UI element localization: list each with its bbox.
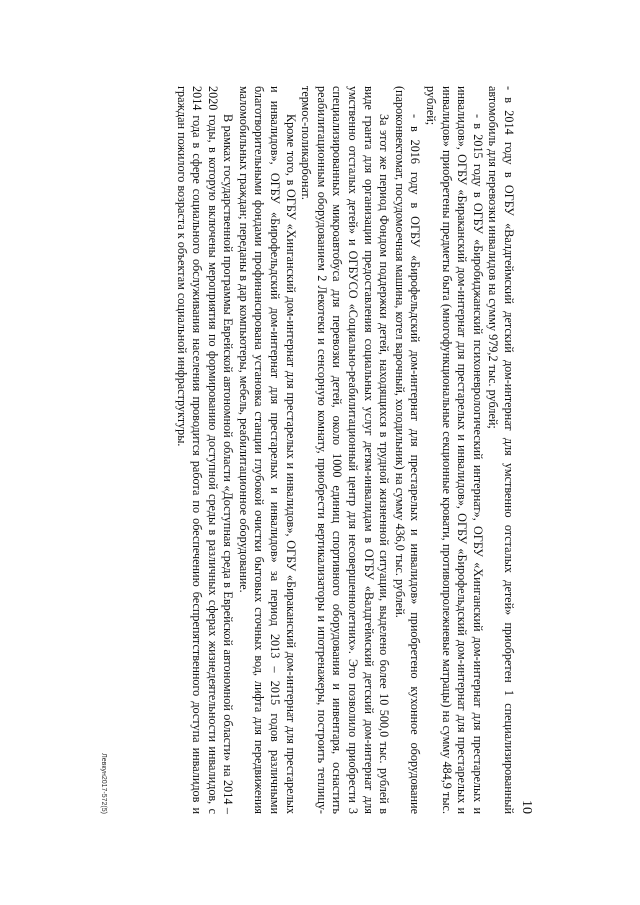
paragraph: - в 2015 году в ОГБУ «Биробиджанский психоневрологический интернат», ОГБУ «Хинганский дом-интернат для престарелых и инвалидов», ОГБУ «Бираканский дом-интернат для престарелых и инвалидов», ОГБУ «Бирофельдский дом-интернат для престарелых и инвалидов» приобретены предметы быта (многофункциональные секционные кровати, противопролежневые матрацы) на сумму 484,9 тыс. рублей; <box>424 86 485 814</box>
paragraph: За этот же период Фондом поддержки детей, находящихся в трудной жизненной ситуации, выделено более 10 500,0 тыс. рублей в виде гранта для организации предоставления социальных услуг детям-инвалидам в ОГБУ «Валдгеймский детский дом-интернат для умственно отсталых детей» и ОГБУСО «Социально-реабилитационный центр для несовершеннолетних». Это позволило приобрести 3 специализированных микроавтобуса для перевозки детей, около 1000 единиц спортивного оборудования и инвентаря, оснастить реабилитационным оборудованием 2 Лекотеки и сенсорную комнату, приобрести вертикализаторы и ипотренажеры, построить теплицу-термос-поликарбонат. <box>299 86 392 814</box>
paragraph: Кроме того, в ОГБУ «Хинганский дом-интернат для престарелых и инвалидов», ОГБУ «Бираканский дом-интернат для престарелых и инвалидов», ОГБУ «Бирофельдский дом-интернат для престарелых и инвалидов» за период 2013 – 2015 годов различными благотворительными фондами профинансирована установка станции глубокой очистки бытовых сточных вод, лифта для передвижения маломобильных граждан; переданы в дар компьютеры, мебель, реабилитационное оборудование. <box>236 86 298 814</box>
page-number: 10 <box>519 800 534 814</box>
paragraph: В рамках государственной программы Еврейской автономной области «Доступная среда в Еврейской автономной области» на 2014 – 2020 годы, в которую включены мероприятия по формированию доступной среды в различных сферах жизнедеятельности инвалидов, с 2014 года в сфере социального обслуживания населения проводится работа по обеспечению беспрепятственного доступа инвалидов и граждан пожилого возраста к объектам социальной инфраструктуры. <box>174 86 236 814</box>
rotated-text-block <box>100 86 534 814</box>
footer-code: Левкун2017-572(5) <box>100 753 107 814</box>
paragraph: - в 2016 году в ОГБУ «Бирофельдский дом-интернат для престарелых и инвалидов» приобретено кухонное оборудование (пароконвектомат, посудомоечная машина, котел варочный, холодильник) на сумму 436,0 тыс. рублей. <box>392 86 423 814</box>
document-body <box>173 86 516 814</box>
paragraph: - в 2014 году в ОГБУ «Валдгеймский детский дом-интернат для умственно отсталых детей» приобретен 1 специализированный автомобиль для перевозки инвалидов на сумму 979,2 тыс. рублей; <box>486 86 516 814</box>
